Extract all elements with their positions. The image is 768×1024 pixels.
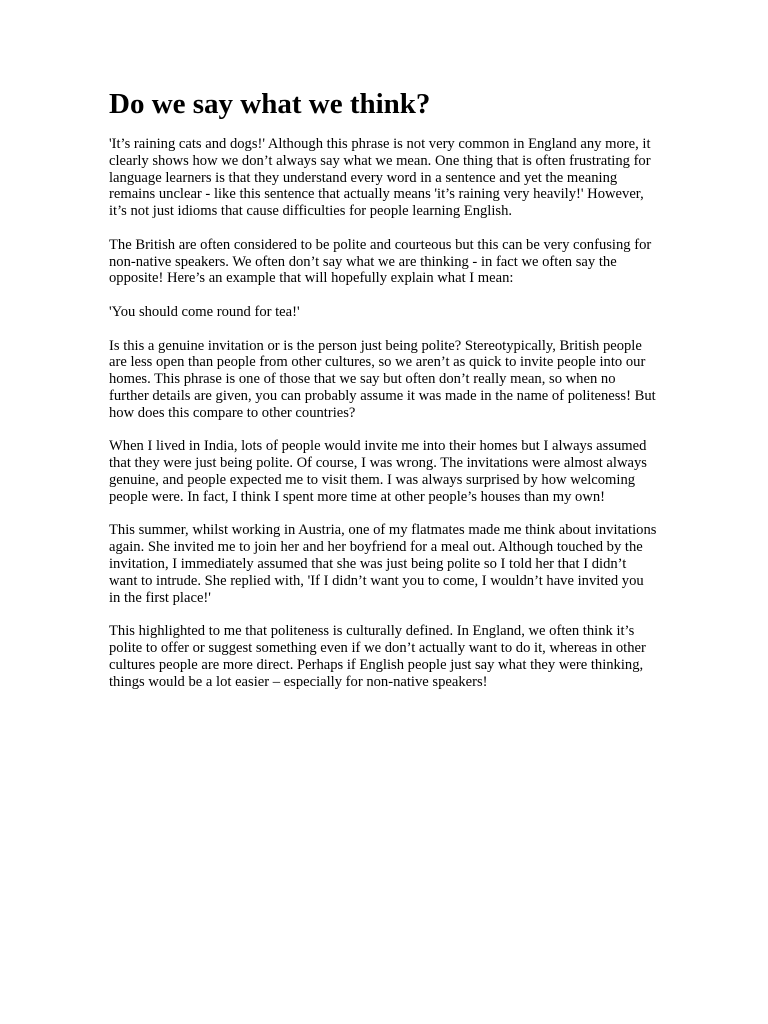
paragraph-austria: This summer, whilst working in Austria, one of my flatmates made me think about invitations again. She invited me to join her and her boyfriend for a meal out. Although touched by the invitation, I immediately assumed that she was just being polite so I told her that I didn’t want to intrude. She replied with, 'If I didn’t want you to come, I wouldn’t have invited you in the first place!' [109, 522, 657, 606]
document-page [109, 84, 657, 707]
paragraph-genuine-invitation: Is this a genuine invitation or is the person just being polite? Stereotypically, British people are less open than people from other cultures, so we aren’t as quick to invite people into our homes. This phrase is one of those that we say but often don’t really mean, so when no further details are given, you can probably assume it was made in the name of politeness! But how does this compare to other countries? [109, 337, 656, 421]
paragraph-example-quote: 'You should come round for tea!' [109, 303, 300, 320]
paragraph-conclusion: This highlighted to me that politeness is culturally defined. In England, we often think it’s polite to offer or suggest something even if we don’t actually want to do it, whereas in other cultures people are more direct. Perhaps if English people just say what they were thinking, things would be a lot easier – especially for non-native speakers! [109, 623, 646, 690]
paragraph-india: When I lived in India, lots of people would invite me into their homes but I always assumed that they were just being polite. Of course, I was wrong. The invitations were almost always genuine, and people expected me to visit them. I was always surprised by how welcoming people were. In fact, I think I spent more time at other people’s houses than my own! [109, 438, 647, 505]
paragraph-british-politeness: The British are often considered to be polite and courteous but this can be very confusing for non-native speakers. We often don’t say what we are thinking - in fact we often say the opposite! Here’s an example that will hopefully explain what I mean: [109, 236, 652, 287]
document-title: Do we say what we think? [109, 88, 431, 120]
paragraph-idioms: 'It’s raining cats and dogs!' Although this phrase is not very common in England any more, it clearly shows how we don’t always say what we mean. One thing that is often frustrating for language learners is that they understand every word in a sentence and yet the meaning remains unclear - like this sentence that actually means 'it’s raining very heavily!' However, it’s not just idioms that cause difficulties for people learning English. [109, 136, 651, 220]
